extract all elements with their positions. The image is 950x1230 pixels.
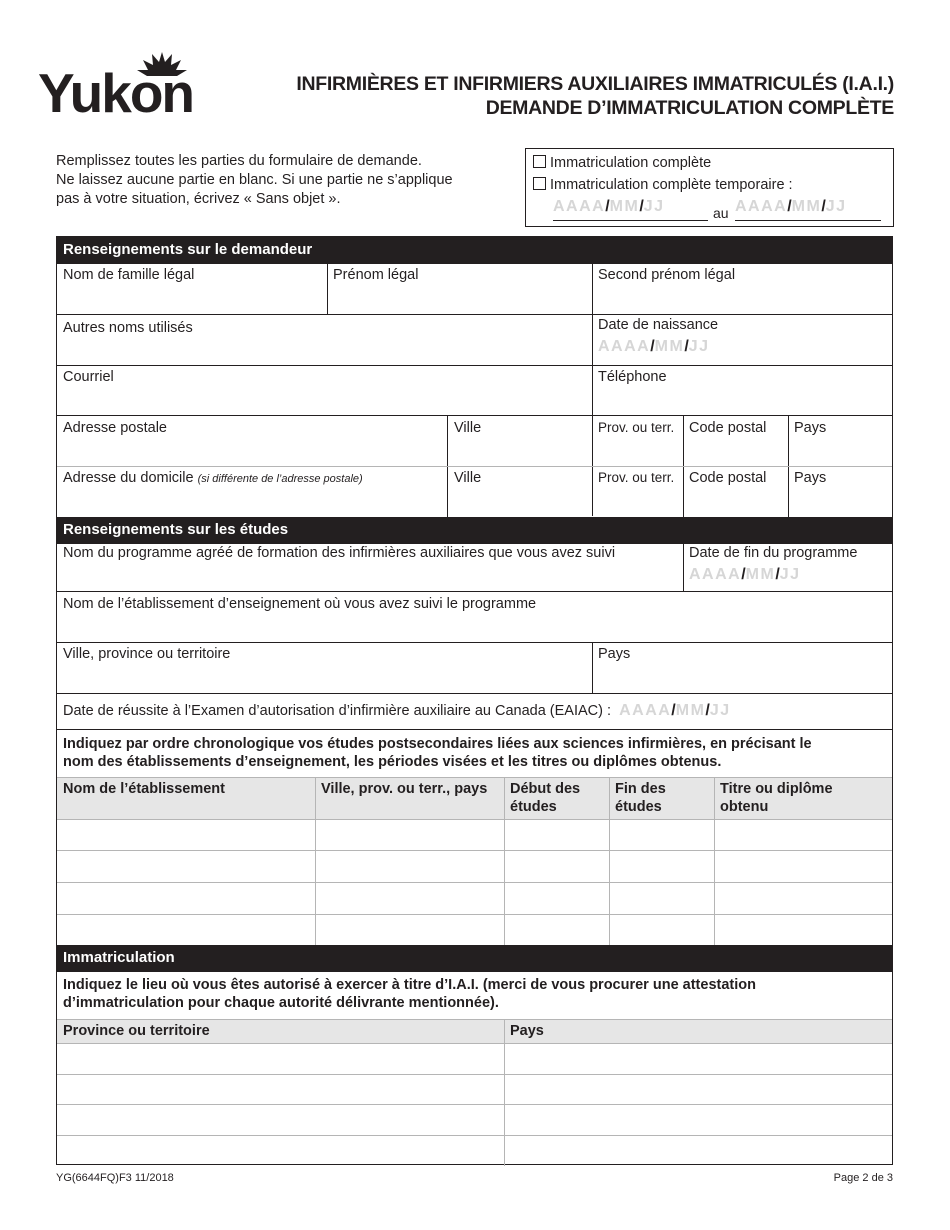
form-title: [296, 72, 894, 120]
other-names-field[interactable]: Autres noms utilisés: [63, 320, 193, 336]
education-city-field[interactable]: Ville, province ou territoire: [63, 646, 231, 662]
middle-name-field[interactable]: Second prénom légal: [598, 267, 736, 283]
date-mm: MM: [791, 198, 822, 215]
date-sep: /: [775, 566, 780, 583]
table-row[interactable]: [57, 820, 892, 850]
page-number: Page 2 de 3: [833, 1172, 893, 1184]
to-label: au: [713, 205, 729, 221]
date-sep: /: [684, 338, 689, 355]
date-sep: /: [741, 566, 746, 583]
registration-instruction-line1: Indiquez le lieu où vous êtes autorisé à exercer à titre d’I.A.I. (merci de vous procurer une attestation: [63, 977, 756, 993]
application-form: [56, 236, 893, 1165]
full-registration-checkbox[interactable]: [533, 155, 546, 168]
table-row[interactable]: [57, 1044, 892, 1074]
program-name-field[interactable]: Nom du programme agréé de formation des infirmières auxiliaires que vous avez suivi: [63, 545, 616, 561]
col-end-line1: Fin des: [615, 781, 666, 797]
mailing-prov-field[interactable]: Prov. ou terr.: [598, 420, 675, 435]
temp-start-date-field[interactable]: [553, 198, 708, 221]
date-dd: JJ: [688, 338, 710, 355]
last-name-field[interactable]: Nom de famille légal: [63, 267, 195, 283]
instructions-line3: pas à votre situation, écrivez « Sans objet ».: [56, 191, 341, 207]
date-yyyy: AAAA: [598, 338, 651, 355]
temp-registration-checkbox[interactable]: [533, 177, 546, 190]
home-city-field[interactable]: Ville: [454, 470, 482, 486]
mailing-address-field[interactable]: Adresse postale: [63, 420, 167, 436]
date-mm: MM: [745, 566, 776, 583]
education-instruction-line2: nom des établissements d’enseignement, les périodes visées et les titres ou diplômes obtenus.: [63, 754, 722, 770]
date-dd: JJ: [779, 566, 801, 583]
phone-field[interactable]: Téléphone: [598, 369, 667, 385]
col-country: Pays: [510, 1023, 544, 1039]
col-start: [510, 780, 580, 816]
col-end-line2: études: [615, 799, 662, 815]
home-prov-field[interactable]: Prov. ou terr.: [598, 470, 675, 485]
date-yyyy: AAAA: [689, 566, 742, 583]
birth-date-label: Date de naissance: [598, 317, 719, 333]
instructions-line1: Remplissez toutes les parties du formulaire de demande.: [56, 153, 422, 169]
logo-wordmark: Yukon: [38, 62, 194, 124]
education-country-field[interactable]: Pays: [598, 646, 631, 662]
date-sep: /: [705, 702, 710, 719]
date-mm: MM: [654, 338, 685, 355]
full-registration-label: Immatriculation complète: [550, 155, 712, 171]
education-instruction: [63, 735, 812, 771]
col-end: [615, 780, 666, 816]
table-row[interactable]: [57, 1075, 892, 1104]
date-sep: /: [671, 702, 676, 719]
exam-date-row[interactable]: [63, 702, 731, 720]
date-dd: JJ: [643, 198, 665, 215]
table-row[interactable]: [57, 1136, 892, 1164]
form-title-line1: INFIRMIÈRES ET INFIRMIERS AUXILIAIRES IMMATRICULÉS (I.A.I.): [296, 73, 894, 95]
col-diploma-line1: Titre ou diplôme: [720, 781, 833, 797]
form-code: YG(6644FQ)F3 11/2018: [56, 1172, 174, 1184]
program-end-label: Date de fin du programme: [689, 545, 858, 561]
institution-field[interactable]: Nom de l’établissement d’enseignement où vous avez suivi le programme: [63, 596, 537, 612]
col-province: Province ou territoire: [63, 1023, 210, 1039]
registration-type-box: [525, 148, 894, 227]
table-row[interactable]: [57, 883, 892, 913]
col-location-line1: Ville, prov. ou terr., pays: [321, 781, 488, 797]
home-address-label: Adresse du domicile: [63, 470, 194, 486]
col-start-line1: Début des: [510, 781, 581, 797]
table-row[interactable]: [57, 851, 892, 881]
mailing-country-field[interactable]: Pays: [794, 420, 827, 436]
col-institution: [63, 780, 225, 798]
registration-instruction-line2: d’immatriculation pour chaque autorité délivrante mentionnée).: [63, 995, 499, 1011]
col-start-line2: études: [510, 799, 557, 815]
date-dd: JJ: [709, 702, 731, 719]
form-title-line2: DEMANDE D’IMMATRICULATION COMPLÈTE: [485, 97, 894, 119]
table-row[interactable]: [57, 915, 892, 945]
date-yyyy: AAAA: [619, 702, 672, 719]
date-yyyy: AAAA: [735, 198, 788, 215]
date-sep: /: [650, 338, 655, 355]
instructions: [56, 152, 506, 209]
col-location: [321, 780, 487, 798]
date-sep: /: [639, 198, 644, 215]
email-field[interactable]: Courriel: [63, 369, 114, 385]
section-education-header: Renseignements sur les études: [57, 517, 892, 544]
education-instruction-line1: Indiquez par ordre chronologique vos études postsecondaires liées aux sciences infirmières, en précisant le: [63, 736, 812, 752]
section-applicant-header: Renseignements sur le demandeur: [57, 237, 892, 264]
mailing-postal-field[interactable]: Code postal: [689, 420, 767, 436]
birth-date-field[interactable]: [598, 338, 710, 356]
col-diploma-line2: obtenu: [720, 799, 769, 815]
date-mm: MM: [675, 702, 706, 719]
option-full-registration[interactable]: [533, 155, 711, 171]
registration-instruction: [63, 976, 756, 1012]
col-institution-line1: Nom de l’établissement: [63, 781, 225, 797]
home-address-note: (si différente de l’adresse postale): [197, 473, 363, 485]
date-sep: /: [787, 198, 792, 215]
mailing-city-field[interactable]: Ville: [454, 420, 482, 436]
temp-registration-label: Immatriculation complète temporaire :: [550, 177, 793, 193]
temp-end-date-field[interactable]: [735, 198, 881, 221]
instructions-line2: Ne laissez aucune partie en blanc. Si une partie ne s’applique: [56, 172, 453, 188]
option-temp-registration[interactable]: [533, 177, 793, 193]
col-diploma: [720, 780, 833, 816]
section-registration-header: Immatriculation: [57, 945, 892, 972]
date-mm: MM: [609, 198, 640, 215]
home-address-field[interactable]: [63, 469, 363, 488]
first-name-field[interactable]: Prénom légal: [333, 267, 419, 283]
table-row[interactable]: [57, 1105, 892, 1134]
date-sep: /: [605, 198, 610, 215]
exam-date-label: Date de réussite à l’Examen d’autorisation d’infirmière auxiliaire au Canada (EAIAC) :: [63, 703, 612, 719]
yukon-logo: [38, 52, 213, 122]
date-yyyy: AAAA: [553, 198, 606, 215]
program-end-date-field[interactable]: [689, 566, 801, 584]
home-country-field[interactable]: Pays: [794, 470, 827, 486]
home-postal-field[interactable]: Code postal: [689, 470, 767, 486]
date-sep: /: [821, 198, 826, 215]
date-dd: JJ: [825, 198, 847, 215]
